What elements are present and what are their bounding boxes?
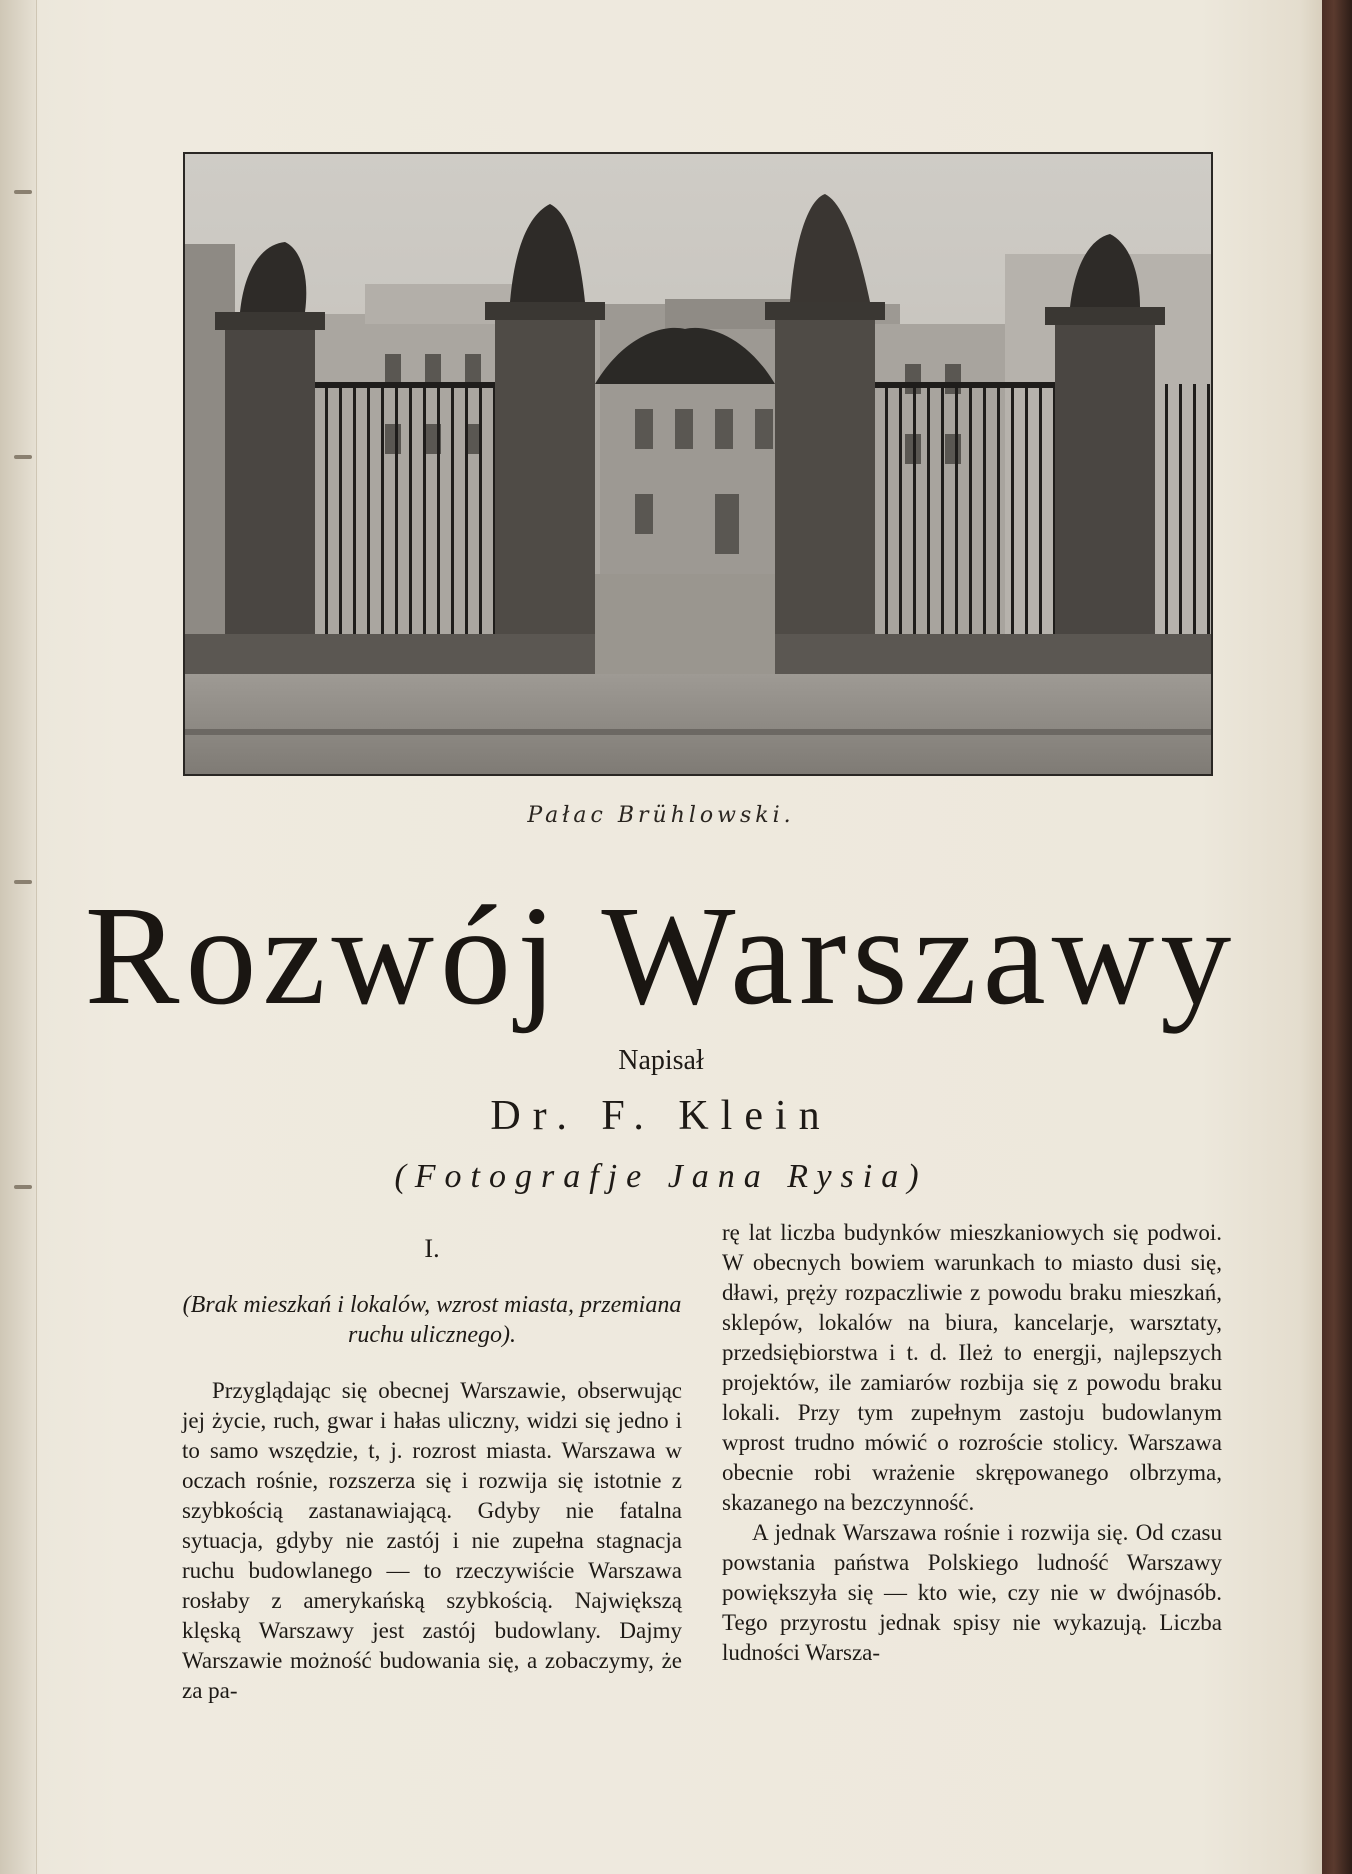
photo-credit: (Fotografje Jana Rysia)	[394, 1158, 928, 1195]
text-column-left	[182, 1218, 682, 1706]
book-cover-edge	[1322, 0, 1352, 1874]
article-title: Rozwój Warszawy	[84, 876, 1238, 1034]
section-number: I.	[424, 1234, 440, 1263]
paragraph: A jednak Warszawa rośnie i rozwija się. Od czasu powstania państwa Polskiego ludność Warszawy powiększyła się — kto wie, czy nie w dwójnasób. Tego przyrostu jednak spisy nie wykazują. Liczba ludności Warsza-	[722, 1520, 1222, 1665]
paragraph: Przyglądając się obecnej Warszawie, obserwując jej życie, ruch, gwar i hałas uliczny, widzi się jedno i to samo wszędzie, t, j. rozrost miasta. Warszawa w oczach rośnie, rozszerza się i rozwija się istotnie z szybkością zastanawiającą. Gdyby nie fatalna sytuacja, gdyby nie zastój i nie zupełna stagnacja ruchu budowlanego — to rzeczywiście Warszawa rosłaby z amerykańską szybkością. Największą klęską Warszawy jest zastój budowlany. Dajmy Warszawie możność budowania się, a zobaczymy, że za pa-	[182, 1378, 682, 1703]
text-column-right	[722, 1218, 1222, 1668]
author-name: Dr. F. Klein	[490, 1093, 832, 1139]
binding-stitch	[14, 190, 32, 194]
photo-caption: Pałac Brühlowski.	[527, 803, 795, 828]
section-subtitle: (Brak mieszkań i lokalów, wzrost miasta, przemiana ruchu ulicznego).	[182, 1292, 682, 1348]
binding-stitch	[14, 455, 32, 459]
palace-gate-photograph	[183, 152, 1213, 776]
paragraph: rę lat liczba budynków mieszkaniowych się podwoi. W obecnych bowiem warunkach to miasto dusi się, dławi, pręży rozpaczliwie z powodu braku mieszkań, sklepów, lokalów na biura, kancelarje, warsztaty, przedsiębiorstwa i t. d. Ileż to energji, najlepszych projektów, ile zamiarów rozbija się z powodu braku lokali. Przy tym zupełnym zastoju budowlanym wprost trudno mówić o rozroście stolicy. Warszawa obecnie robi wrażenie skrępowanego olbrzyma, skazanego na bezczynność.	[722, 1220, 1222, 1515]
byline-label: Napisał	[618, 1045, 704, 1076]
